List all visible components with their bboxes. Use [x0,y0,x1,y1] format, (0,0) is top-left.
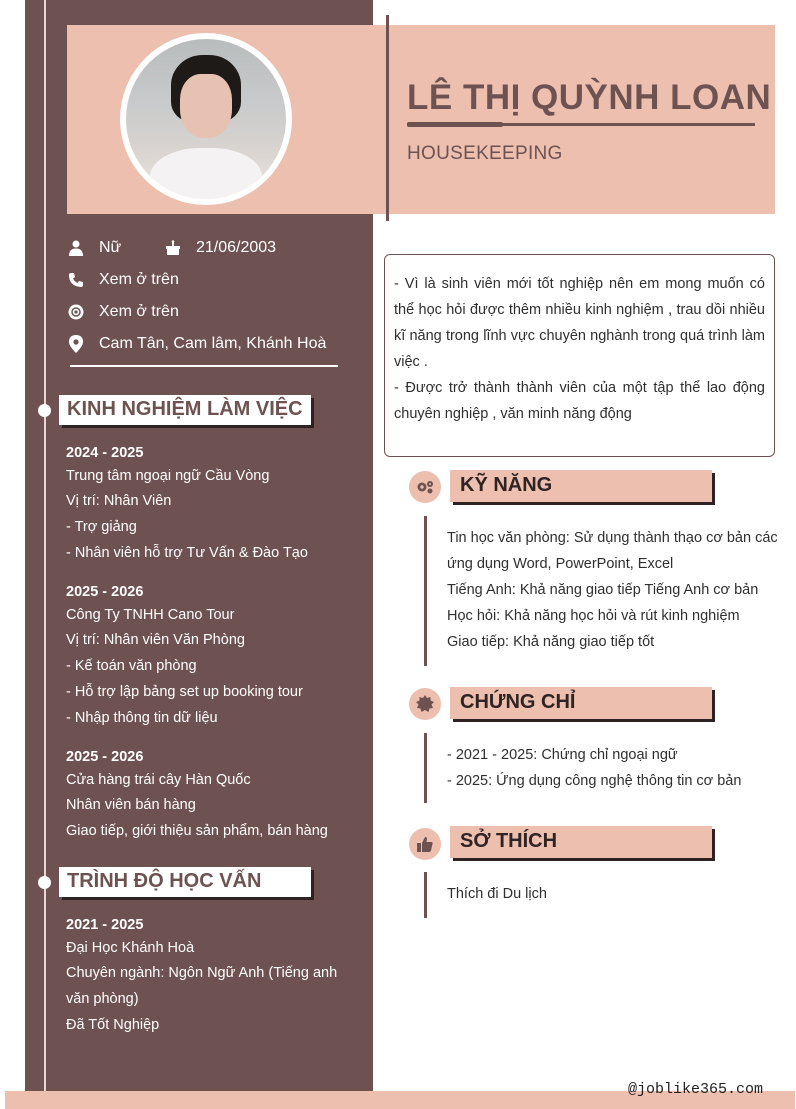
skill-item: Học hỏi: Khả năng học hỏi và rút kinh nghiệm [447,608,740,624]
candidate-name: LÊ THỊ QUỲNH LOAN [407,78,772,117]
certificates-heading: CHỨNG CHỈ [450,687,712,719]
objective-paragraph: - Được trở thành thành viên của một tập thể lao động chuyên nghiệp , văn minh năng động [394,380,765,422]
job-period: 2024 - 2025 [66,445,144,461]
email-value: Xem ở trên [99,303,179,320]
job-line: - Hỗ trợ lập bảng set up booking tour [66,684,303,700]
gears-icon [409,471,441,503]
job-line: - Nhân viên hỗ trợ Tư Vấn & Đào Tạo [66,545,308,561]
gender-value: Nữ [99,239,122,256]
sidebar-timeline-line [44,0,46,1109]
job-line: Vị trí: Nhân viên Văn Phòng [66,632,245,648]
certificates-line [424,733,427,803]
address-row [67,335,326,353]
birthday-cake-icon [164,239,182,257]
hobbies-line [424,872,427,918]
birthdate-value: 21/06/2003 [196,239,277,256]
at-sign-icon [67,303,85,321]
phone-value: Xem ở trên [99,271,179,288]
timeline-dot [38,876,51,889]
job-period: 2025 - 2026 [66,749,144,765]
phone-row [67,271,179,289]
job-title: HOUSEKEEPING [407,143,563,164]
education-school: Đại Học Khánh Hoà [66,940,195,956]
hobbies-heading: SỞ THÍCH [450,826,712,858]
education-heading: TRÌNH ĐỘ HỌC VẤN [59,867,311,897]
profile-photo [126,39,286,199]
job-line: - Trợ giảng [66,519,137,535]
education-period: 2021 - 2025 [66,917,144,933]
certificate-item: - 2021 - 2025: Chứng chỉ ngoại ngữ [447,747,678,763]
timeline-dot [38,404,51,417]
skill-item: Tiếng Anh: Khả năng giao tiếp Tiếng Anh cơ bản [447,582,759,598]
experience-heading: KINH NGHIỆM LÀM VIỆC [59,395,311,425]
skill-item: Giao tiếp: Khả năng giao tiếp tốt [447,634,655,650]
photo-shirt [150,148,262,199]
job-company: Cửa hàng trái cây Hàn Quốc [66,772,251,788]
job-line: Nhân viên bán hàng [66,797,196,813]
certificate-item: - 2025: Ứng dụng công nghệ thông tin cơ bản [447,773,742,789]
address-value: Cam Tân, Cam lâm, Khánh Hoà [99,335,327,352]
job-company: Trung tâm ngoại ngữ Cầu Vòng [66,468,270,484]
name-underline-accent [407,122,503,127]
job-period: 2025 - 2026 [66,584,144,600]
job-line: - Nhập thông tin dữ liệu [66,710,218,726]
certificate-badge-icon [409,688,441,720]
skills-line [424,516,427,666]
job-company: Công Ty TNHH Cano Tour [66,607,235,623]
skills-heading: KỸ NĂNG [450,470,712,502]
thumbs-up-icon [409,828,441,860]
objective-paragraph: - Vì là sinh viên mới tốt nghiệp nên em mong muốn có thể học hỏi được thêm nhiều kinh nghiệm , trau dồi nhiều kĩ năng trong lĩnh vực chuyên nghành trong quá trình làm việc . [394,276,765,370]
phone-icon [67,271,85,289]
career-objective-box [384,254,775,457]
job-line: Vị trí: Nhân Viên [66,493,172,509]
avatar [120,33,292,205]
info-divider [70,365,338,367]
education-major-cont: văn phòng) [66,991,139,1007]
header-divider [386,15,389,221]
email-row [67,303,179,321]
location-pin-icon [67,335,85,353]
gender-row [67,239,121,257]
photo-face [180,74,231,138]
education-status: Đã Tốt Nghiệp [66,1017,160,1033]
birthdate-row [164,239,276,257]
job-line: - Kế toán văn phòng [66,658,197,674]
user-icon [67,239,85,257]
skill-item: Tin học văn phòng: Sử dụng thành thạo cơ bản các [447,530,778,546]
hobby-item: Thích đi Du lịch [447,886,547,902]
footer-watermark: @joblike365.com [628,1081,764,1098]
skill-item: ứng dụng Word, PowerPoint, Excel [447,556,674,572]
job-line: Giao tiếp, giới thiệu sản phẩm, bán hàng [66,823,328,839]
education-major: Chuyên ngành: Ngôn Ngữ Anh (Tiếng anh [66,965,338,981]
